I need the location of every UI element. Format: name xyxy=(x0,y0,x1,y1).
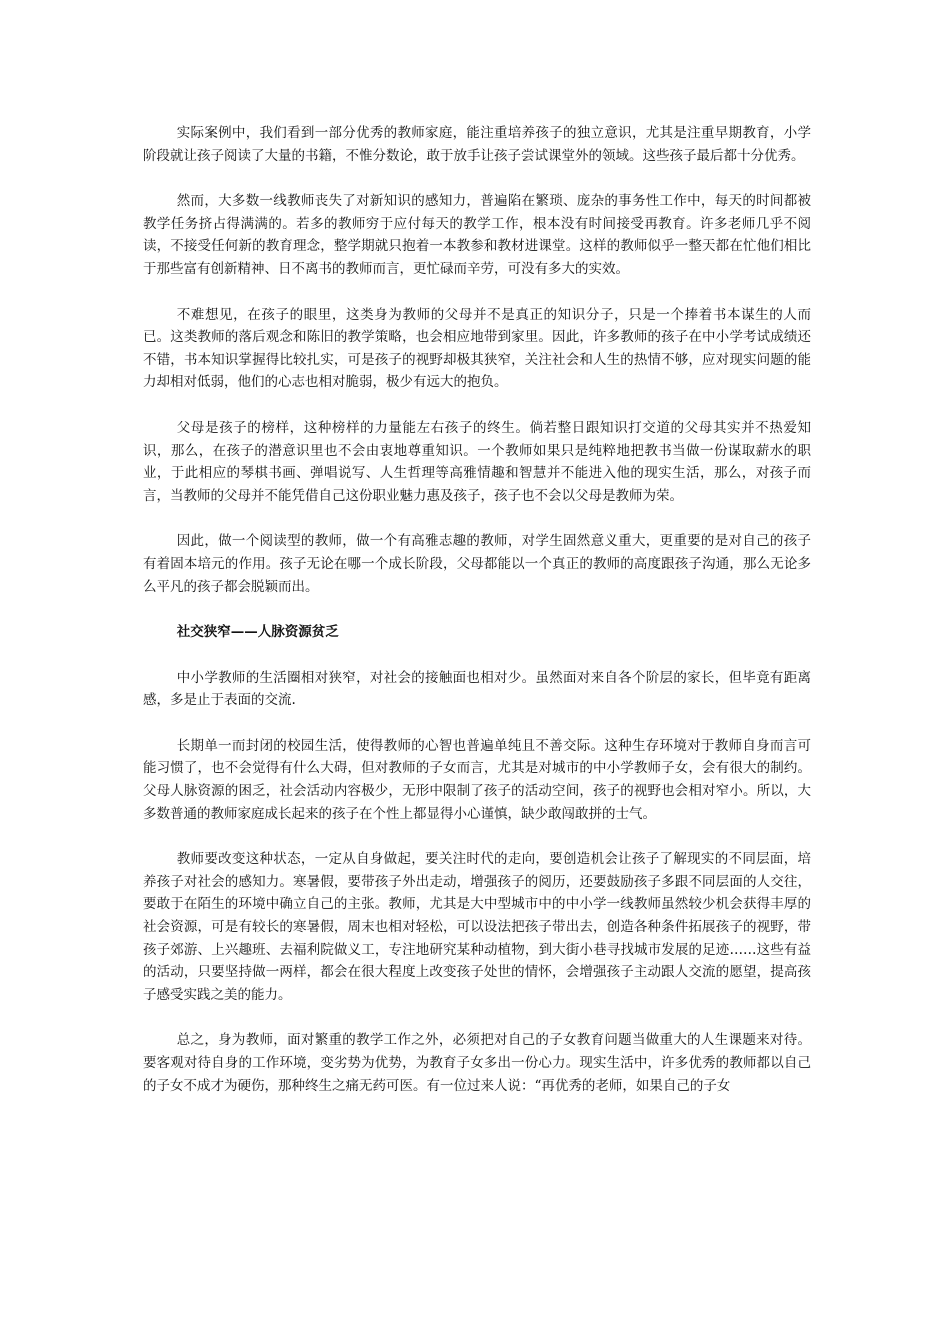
paragraph-teachers-overwhelmed: 然而，大多数一线教师丧失了对新知识的感知力，普遍陷在繁琐、庞杂的事务性工作中，每天的时间都被教学任务挤占得满满的。若多的教师穷于应付每天的教学工作，根本没有时间接受再教育。许多老师几乎不阅读，不接受任何新的教育理念，整学期就只抱着一本教参和教材进课堂。这样的教师似乎一整天都在忙他们相比于那些富有创新精神、日不离书的教师而言，更忙碌而辛劳，可没有多大的实效。 xyxy=(143,193,811,277)
paragraph-closed-campus-life: 长期单一而封闭的校园生活，使得教师的心智也普遍单纯且不善交际。这种生存环境对于教师自身而言可能习惯了，也不会觉得有什么大碍，但对教师的子女而言，尤其是对城市的中小学教师子女，会有很大的制约。父母人脉资源的困乏，社会活动内容极少，无形中限制了孩子的活动空间，孩子的视野也会相对窄小。所以，大多数普通的教师家庭成长起来的孩子在个性上都显得小心谨慎，缺少敢闯敢拼的士气。 xyxy=(143,737,811,822)
paragraph-children-view: 不难想见，在孩子的眼里，这类身为教师的父母并不是真正的知识分子，只是一个捧着书本谋生的人而已。这类教师的落后观念和陈旧的教学策略，也会相应地带到家里。因此，许多教师的孩子在中小学考试成绩还不错，书本知识掌握得比较扎实，可是孩子的视野却极其狭窄，关注社会和人生的热情不够，应对现实问题的能力却相对低弱，他们的心志也相对脆弱，极少有远大的抱负。 xyxy=(143,306,811,391)
section-heading: 社交狭窄——人脉资源贫乏 xyxy=(176,624,339,641)
paragraph-conclusion: 总之，身为教师，面对繁重的教学工作之外，必须把对自己的子女教育问题当做重大的人生课题来对待。要客观对待自身的工作环境，变劣势为优势，为教育子女多出一份心力。现实生活中，许多优秀的教师都以自己的子女不成才为硬伤，那种终生之痛无药可医。有一位过来人说：“再优秀的老师，如果自己的子女 xyxy=(143,1032,811,1094)
paragraph-narrow-circle: 中小学教师的生活圈相对狭窄，对社会的接触面也相对少。虽然面对来自各个阶层的家长，但毕竟有距离感，多是止于表面的交流. xyxy=(143,669,811,709)
paragraph-role-model: 父母是孩子的榜样，这种榜样的力量能左右孩子的终生。倘若整日跟知识打交道的父母其实并不热爱知识，那么，在孩子的潜意识里也不会由衷地尊重知识。一个教师如果只是纯粹地把教书当做一份谋取薪水的职业，于此相应的琴棋书画、弹唱说写、人生哲理等高雅情趣和智慧并不能进入他的现实生活，那么，对孩子而言，当教师的父母并不能凭借自己这份职业魅力惠及孩子，孩子也不会以父母是教师为荣。 xyxy=(143,419,811,504)
paragraph-case-examples: 实际案例中，我们看到一部分优秀的教师家庭，能注重培养孩子的独立意识，尤其是注重早期教育，小学阶段就让孩子阅读了大量的书籍，不惟分数论，敢于放手让孩子尝试课堂外的领域。这些孩子最后都十分优秀。 xyxy=(143,125,811,164)
paragraph-change-state: 教师要改变这种状态，一定从自身做起，要关注时代的走向，要创造机会让孩子了解现实的不同层面，培养孩子对社会的感知力。寒暑假，要带孩子外出走动，增强孩子的阅历，还要鼓励孩子多跟不同层面的人交往，要敢于在陌生的环境中确立自己的主张。教师，尤其是大中型城市中的中小学一线教师虽然较少机会获得丰厚的社会资源，可是有较长的寒暑假，周末也相对轻松，可以设法把孩子带出去，创造各种条件拓展孩子的视野，带孩子郊游、上兴趣班、去福利院做义工，专注地研究某种动植物，到大街小巷寻找城市发展的足迹……这些有益的活动，只要坚持做一两样，都会在很大程度上改变孩子处世的情怀，会增强孩子主动跟人交流的愿望，提高孩子感受实践之美的能力。 xyxy=(143,851,811,1003)
paragraph-reading-teacher: 因此，做一个阅读型的教师，做一个有高雅志趣的教师，对学生固然意义重大，更重要的是对自己的孩子有着固本培元的作用。孩子无论在哪一个成长阶段，父母都能以一个真正的教师的高度跟孩子沟通，那么无论多么平凡的孩子都会脱颖而出。 xyxy=(143,533,811,595)
document-body xyxy=(143,122,811,1120)
